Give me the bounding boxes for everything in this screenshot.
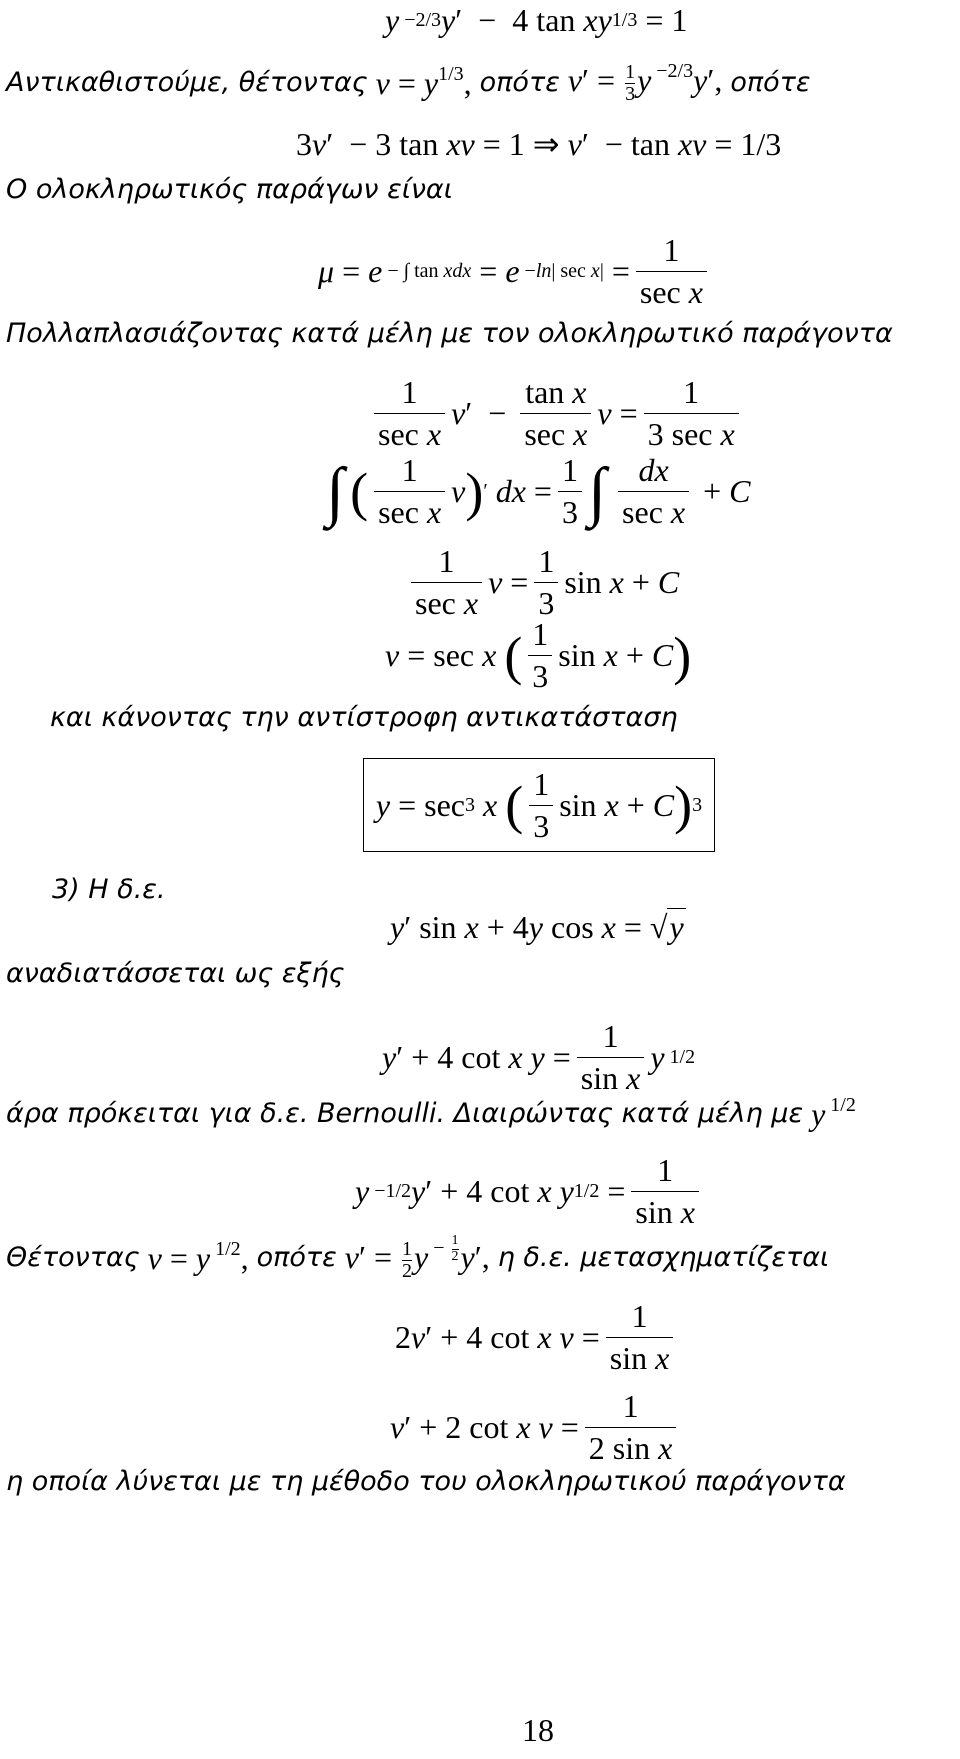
equation-linear: 3 ν ′ − 3 tan xν = 1 ⇒ ν ′ − tan xν = 1/3	[296, 125, 782, 162]
equation-mu: μ = e − ∫ tan xdx = e −ln| sec x| = 1 sec x	[318, 232, 713, 311]
equation-3: y ′ sin x + 4 y cos x = √ y	[390, 908, 684, 945]
inverse-text: και κάνοντας την αντίστροφη αντικατάσταση	[50, 702, 678, 733]
opote-text-3: οπότε	[256, 1242, 337, 1274]
integ-factor-text: Ο ολοκληρωτικός παράγων είναι	[6, 174, 453, 205]
equation-rearranged: y ′ + 4 cot x y = 1 sin x y 1/2	[382, 1018, 696, 1096]
setting-text: Θέτοντας	[6, 1242, 140, 1274]
equation-divided: y −1/2 y ′ + 4 cot x y 1/2 = 1 sin x	[355, 1152, 705, 1231]
equation-top: y −2/3 y ′ − 4 tan xy 1/3 = 1	[385, 2, 688, 38]
de-transforms-text: η δ.ε. μετασχηματίζεται	[497, 1242, 830, 1274]
page-number: 18	[522, 1712, 554, 1748]
rearranged-text: αναδιατάσσεται ως εξής	[6, 958, 345, 989]
equation-integral: ∫ ( 1 sec x ν ) ′ dx = 1 3 ∫ dx sec x + C	[326, 452, 751, 530]
equation-nu-final: ν ′ + 2 cot x ν = 1 2 sin x	[390, 1388, 682, 1467]
eq3-text: 3) Η δ.ε.	[52, 874, 166, 905]
equation-2nu: 2 ν ′ + 4 cot x ν = 1 sin x	[395, 1298, 679, 1377]
equation-multiplied: 1 sec x ν ′ − tan x sec x ν = 1 3 sec x	[368, 374, 745, 453]
bernoulli-text: άρα πρόκειται για δ.ε. Bernoulli. Διαιρώντας κατά μέλη με	[6, 1098, 804, 1129]
equation-nu: ν = sec x ( 1 3 sin x + C )	[385, 616, 692, 694]
bernoulli-line: άρα πρόκειται για δ.ε. Bernoulli. Διαιρώντας κατά μέλη με y $^{1/2}$	[6, 1094, 856, 1132]
setting-line: Θέτοντας ν = y $^{1/2}$, οπότε ν′ = $\frac{1}{2}$ y $^{- \frac{1}{2}}$ y′, η δ.ε. μετασχηματίζεται	[6, 1233, 830, 1282]
equation-solved: 1 sec x ν = 1 3 sin x + C	[405, 543, 679, 622]
substitution-line: Αντικαθιστούμε, θέτοντας $\nu = y^{1/3}$, οπότε ν′ = $\frac{1}{3}$ y $^{-2/3}$y′, οπότε	[6, 60, 811, 106]
opote-text-1: οπότε	[479, 67, 560, 99]
boxed-result: y = sec 3 x ( 1 3 sin x + C ) 3	[363, 758, 715, 852]
solved-text: η οποία λύνεται με τη μέθοδο του ολοκληρωτικού παράγοντα	[6, 1466, 846, 1497]
subst-text: Αντικαθιστούμε, θέτοντας	[6, 67, 368, 99]
opote-text-2: οπότε	[730, 67, 811, 99]
multiply-text: Πολλαπλασιάζοντας κατά μέλη με τον ολοκληρωτικό παράγοντα	[6, 318, 893, 349]
